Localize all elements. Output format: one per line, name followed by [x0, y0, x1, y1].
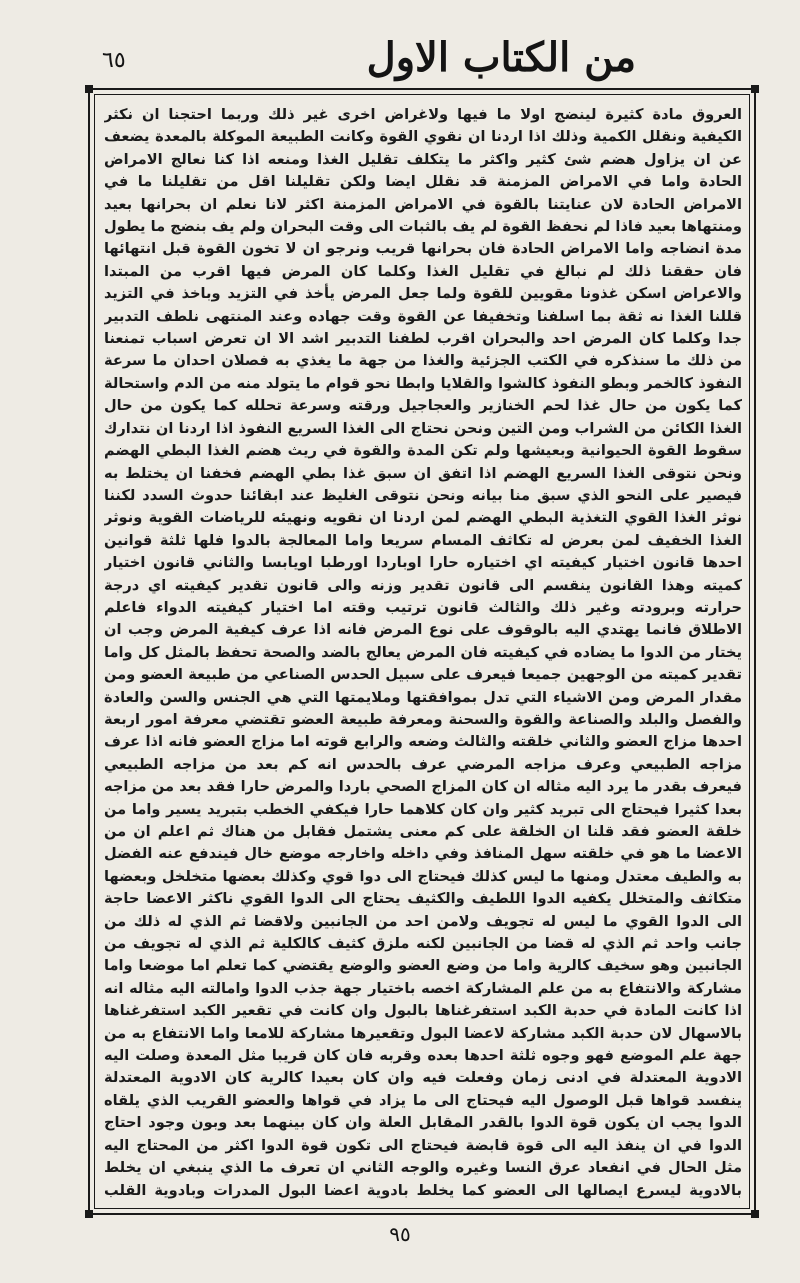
body-paragraph: العروق مادة كثيرة لينضج اولا ما فيها ولاغراض اخرى غير ذلك وربما احتجنا ان نكثر الكيفية ونقلل الكمية وذلك اذا اردنا ان نقوي القوة وكانت الطبيعة الموكلة بالمعدة يضعف عن ان يزاول هضم شئ كثير واكثر ما يتكلف تقليل الغذا ومنعه اذا كنا نعالج الامراض الحادة واما في الامراض المزمنة قد نقلل ايضا ولكن تقليلنا اقل من تقليلنا ما في الامراض الحادة لان عنايتنا بالقوة في الامراض المزمنة اكثر لانا نعلم ان بحرانها بعيد ومنتهاها بعيد فاذا لم نحفظ القوة لم يف بالثبات الى وقت البحران ولم يف بنضج ما يطول مدة انضاجه واما الامراض الحادة فان بحرانها قريب ونرجو ان لا تخون القوة قبل انتهائها فان حققنا ذلك لم نبالغ في تقليل الغذا وكلما كان المرض فيها اقرب من المبتدا والاعراض اسكن غذونا مقويين للقوة ولما جعل المرض يأخذ في التزيد وباخذ في التزيد قللنا الغذا نه ثقة بما اسلفنا وتخفيفا عن القوة وقت جهاده وعند المنتهى نلطف التدبير جدا وكلما كان المرض احد والبحران اقرب لطفنا التدبير اشد الا ان تعرض اسباب تمنعنا من ذلك ما سنذكره في الكتب الجزئية والغذا من جهة ما يغذي به فصلان احدان ما سرعة النفوذ كالخمر وبطو النفوذ كالشوا والقلايا وابطا نحو قوام ما يتولد منه من الدم واستحالة كما يكون من حال غذا لحم الخنازير والعجاجيل ورقته وسرعة تحلله كما يكون من حال الغذا الكائن من الشراب ومن التين ونحن نحتاج الى الغذا السريع النفوذ اذا اردنا ان نتدارك سقوط القوة الحيوانية وبعيشها ولم تكن المدة والقوة في ريث هضم الغذا البطي الهضم ونحن نتوقى الغذا السريع الهضم اذا اتفق ان سبق غذا بطي الهضم فخفنا ان يختلط به فيصير على النحو الذي سبق منا بيانه ونحن نتوقى الغليظ عند ابقائنا حدوث السدد لكننا نوثر الغذا القوي التغذية البطي الهضم لمن اردنا ان نقويه ونهيئه للرياضات القوية ونوثر الغذا الخفيف لمن بعرض له تكاثف المسام سريعا واما المعالجة بالدوا فلها ثلثة قوانين احدها قانون اختيار كيفيته اي اختياره حارا اوباردا اورطبا اويابسا والثاني قانون اختيار كميته وهذا القانون ينقسم الى قانون تقدير وزنه والى قانون تقدير كيفيته اي درجة حرارته وبرودته وغير ذلك والثالث قانون ترتيب وقته اما اختيار كيفيته الدواء فاعلم الاطلاق فانما يهتدي اليه بالوقوف على نوع المرض فانه اذا عرف كيفية المرض وجب ان يختار من الدوا ما يضاده في كيفيته فان المرض يعالج بالضد والصحة تحفظ بالمثل كل واما تقدير كميته من الوجهين جميعا فيعرف على سبيل الحدس الصناعي من طبيعة العضو ومن مقدار المرض ومن الاشياء التي تدل بموافقتها وملايمتها التي هي الجنس والسن والعادة والفصل والبلد والصناعة والقوة والسحنة ومعرفة طبيعة العضو تقتضي معرفة امور اربعة احدها مزاج العضو والثاني خلقته والثالث وضعه والرابع قوته اما مزاج العضو فانه اذا عرف مزاجه الطبيعي وعرف مزاجه المرضي عرف بالحدس انه كم بعد من مزاجه الطبيعي فيعرف بقدر ما يرد اليه مثاله ان كان المزاج الصحي باردا والمرض حارا فقد بعد من مزاجه بعدا كثيرا فيحتاج الى تبريد كثير وان كان كلاهما حارا فيكفي الخطب بتبريد يسير واما من خلقة العضو فقد قلنا ان الخلقة على كم معنى يشتمل فقابل من هناك ثم اعلم ان من الاعضا ما هو في خلقته سهل المنافذ وفي داخله واخارجه موضع خال فيندفع عنه الفضل به والطيف معتدل ومنها ما ليس كذلك فيحتاج الى دوا قوي وكذلك بعضها متخلخل وبعضها متكاثف والمتخلل يكفيه الدوا اللطيف والكثيف يحتاج الى الدوا القوي ناكثر الاعضا حاجة الى الدوا القوي ما ليس له تجويف ولامن احد من الجانبين ولاقضا ثم الذي له ذلك من جانب واحد ثم الذي له قضا من الجانبين لكنه ملزق كثيف كالكلية ثم الذي له تجويف من الجانبين وهو سخيف كالرية واما من وضع العضو والوضع يقتضي كما تعلم اما موضعا واما مشاركة والانتفاع به من علم المشاركة اخصه باختيار جهة جذب الدوا وامالته اليه مثاله انه اذا كانت المادة في حدبة الكبد استفرغناها بالبول وان كانت في تقعير الكبد استفرغناها بالاسهال لان حدبة الكبد مشاركة لاعضا البول وتقعيرها مشاركة للامعا واما الانتفاع به من جهة علم الموضع فهو وجوه ثلثة احدها بعده وقربه فان كان قريبا مثل المعدة وصلت اليه الادوية المعتدلة في ادنى زمان وفعلت فيه وان كان بعيدا كالرية كان الادوية المعتدلة ينفسد قواها قبل الوصول اليه فيحتاج الى ما يزاد في قواها والعضو القريب الذي يلقاه الدوا يجب ان يكون قوة الدوا بالقدر المقابل العلة وان كان بينهما بعد وبون وجود احتاج الدوا في ان ينفذ اليه الى قوة قابضة فيحتاج الى تكون قوة الدوا اكثر من المحتاج اليه مثل الحال في انفعاد عرق النسا وغيره والوجه الثاني ان تعرف ما الذي ينبغي ان يخلط بالادوية ليسرع ايصالها الى العضو كما يخلط بادوية اعضا البول المدرات وبادوية القلب [104, 106, 742, 1199]
frame-corner-ornament [751, 1210, 759, 1218]
frame-corner-ornament [85, 85, 93, 93]
page-number-top: ٦٥ [102, 48, 126, 73]
main-text-block [104, 104, 742, 1204]
page-number-bottom: ٩٥ [389, 1222, 411, 1246]
frame-corner-ornament [751, 85, 759, 93]
running-title: من الكتاب الاول [366, 34, 636, 81]
frame-corner-ornament [85, 1210, 93, 1218]
